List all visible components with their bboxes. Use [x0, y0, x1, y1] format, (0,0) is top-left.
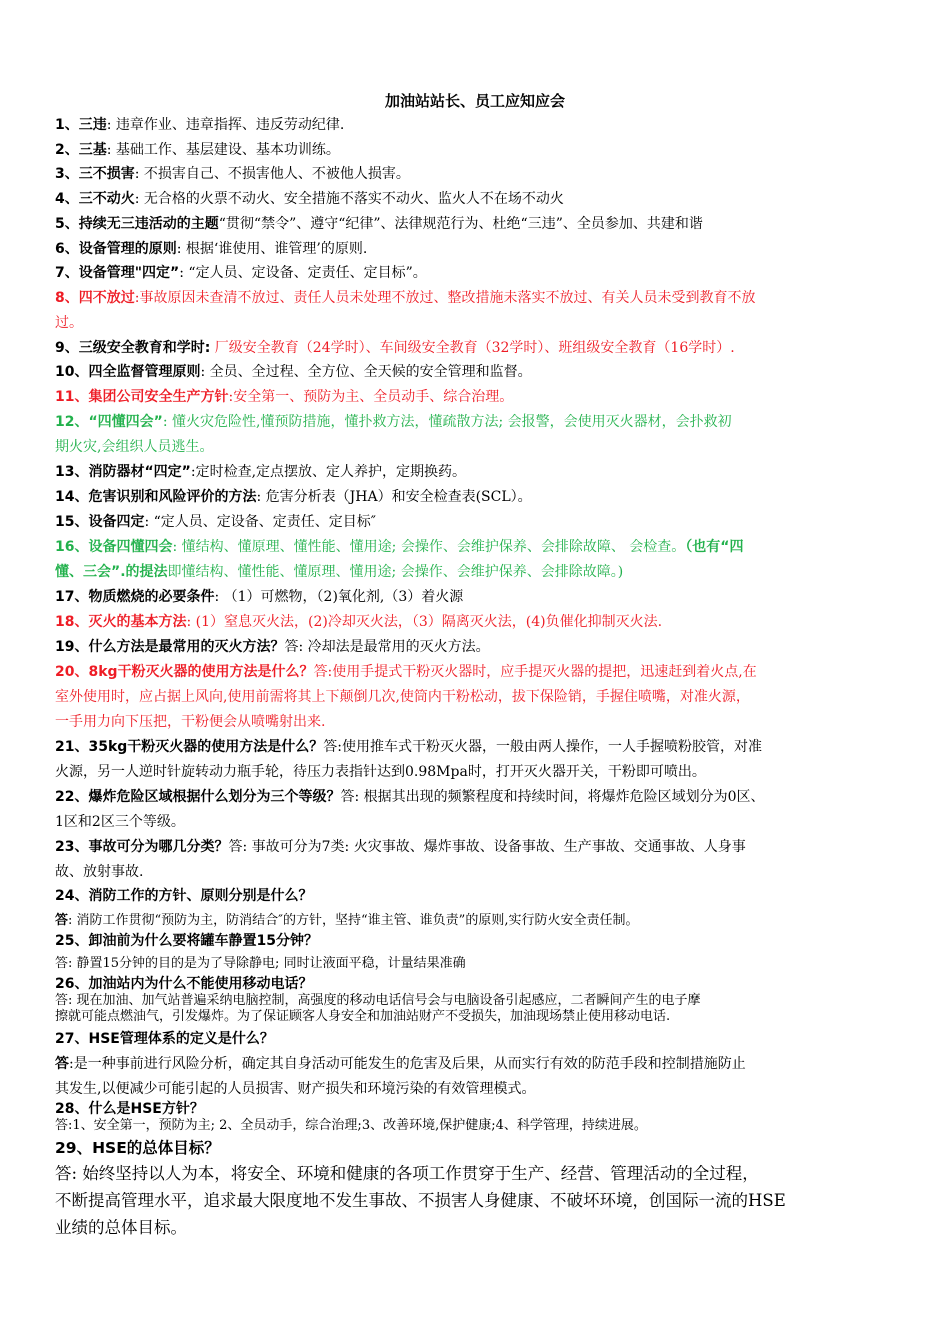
- item-29-answer-cont: 业绩的总体目标。: [55, 1218, 187, 1237]
- item-26-answer: 答: 现在加油、加气站普遍采纳电脑控制，高强度的移动电话信号会与电脑设备引起感应，二者瞬间产生的电子摩: [55, 993, 701, 1008]
- item-22-cont: 1区和2区三个等级。: [55, 814, 185, 830]
- item-5: [55, 212, 905, 237]
- item-text: : 基础工作、基层建设、基本功训练。: [106, 142, 340, 158]
- item-16-cont: [55, 560, 905, 585]
- item-17: [55, 585, 905, 610]
- item-heading: 19、什么方法是最常用的灭火方法？: [55, 639, 285, 655]
- item-20-cont: 一手用力向下压把，干粉便会从喷嘴射出来.: [55, 714, 326, 730]
- item-text: : (1）窒息灭火法，(2)冷却灭火法，（3）隔离灭火法，(4)负催化抑制灭火法.: [186, 614, 663, 630]
- item-20-cont: 室外使用时，应占据上风向,使用前需将其上下颠倒几次,使筒内干粉松动，拔下保险销，手握住喷嘴，对准火源，: [55, 689, 750, 705]
- item-text: :事故原因未查清不放过、责任人员未处理不放过、整改措施未落实不放过、有关人员未受到教育不放: [134, 290, 756, 306]
- item-9: [55, 336, 905, 361]
- item-text: 答: 冷却法是最常用的灭火方法。: [284, 639, 490, 655]
- item-26-answer-cont: 擦就可能点燃油气，引发爆炸。为了保证顾客人身安全和加油站财产不受损失，加油现场禁止使用移动电话.: [55, 1009, 671, 1024]
- item-heading: 20、8kg干粉灭火器的使用方法是什么？: [55, 664, 314, 680]
- item-heading: 14、危害识别和风险评价的方法: [55, 489, 257, 505]
- item-28-answer: 答:1、安全第一，预防为主; 2、全员动手，综合治理;3、改善环境,保护健康;4、科学管理，持续进展。: [55, 1118, 647, 1133]
- item-heading: 6、设备管理的原则: [55, 241, 177, 257]
- item-text: 答: 根据其出现的频繁程度和持续时间，将爆炸危险区域划分为0区、: [340, 789, 765, 805]
- item-heading: 16、设备四懂四会: [55, 539, 173, 555]
- item-23: [55, 835, 905, 860]
- document-title: 加油站站长、员工应知应会: [384, 92, 565, 110]
- item-text: : （1）可燃物，（2)氧化剂,（3）着火源: [214, 589, 464, 605]
- item-15: [55, 510, 905, 535]
- item-text: : “定人员、定设备、定责任、定目标″: [144, 514, 377, 530]
- item-28-question: 28、什么是HSE方针？: [55, 1101, 204, 1117]
- item-22: [55, 785, 905, 810]
- item-text: : 不损害自己、不损害他人、不被他人损害。: [134, 166, 410, 182]
- item-6: [55, 237, 905, 262]
- item-12: [55, 410, 905, 435]
- answer-label: 答: [55, 913, 69, 928]
- item-text: 即懂结构、懂性能、懂原理、懂用途; 会操作、会维护保养、会排除故障。): [167, 564, 624, 580]
- item-heading: 15、设备四定: [55, 514, 145, 530]
- item-heading: 2、三基: [55, 142, 107, 158]
- item-8-cont: 过。: [55, 315, 83, 331]
- item-27-answer-cont: 其发生,以便减少可能引起的人员损害、财产损失和环境污染的有效管理模式。: [55, 1081, 536, 1097]
- item-heading: 11、集团公司安全生产方针: [55, 389, 229, 405]
- item-heading: 12、“四懂四会”: [55, 414, 163, 430]
- item-text: : 懂火灾危险性,懂预防措施，懂扑救方法，懂疏散方法; 会报警，会使用灭火器材，会扑救初: [162, 414, 732, 430]
- item-25-answer: 答: 静置15分钟的目的是为了导除静电; 同时让液面平稳，计量结果准确: [55, 956, 466, 971]
- item-heading: 13、消防器材“四定”: [55, 464, 191, 480]
- item-heading: 10、四全监督管理原则: [55, 364, 201, 380]
- item-heading: 7、设备管理"四定”: [55, 265, 180, 281]
- item-heading: 23、事故可分为哪几分类？: [55, 839, 229, 855]
- item-heading: 22、爆炸危险区域根据什么划分为三个等级？: [55, 789, 341, 805]
- item-21-cont: 火源，另一人逆时针旋转动力瓶手轮，待压力表指针达到0.98Mpa时，打开灭火器开关，干粉即可喷出。: [55, 764, 706, 780]
- item-29-question: 29、HSE的总体目标？: [55, 1139, 220, 1157]
- item-2: [55, 138, 905, 163]
- item-29-answer-cont: 不断提高管理水平，追求最大限度地不发生事故、不损害人身健康、不破坏环境，创国际一流的HSE: [55, 1191, 786, 1210]
- item-heading: 8、四不放过: [55, 290, 135, 306]
- item-8: [55, 286, 905, 311]
- item-1: [55, 113, 905, 138]
- item-3: [55, 162, 905, 187]
- item-text: 厂级安全教育（24学时）、车间级安全教育（32学时）、班组级安全教育（16学时）.: [210, 340, 735, 356]
- item-text: : 违章作业、违章指挥、违反劳动纪律.: [106, 117, 345, 133]
- item-text: :安全第一、预防为主、全员动手、综合治理。: [228, 389, 514, 405]
- item-27-answer: [55, 1052, 905, 1077]
- item-12-cont: 期火灾,会组织人员逃生。: [55, 439, 214, 455]
- item-heading: 18、灭火的基本方法: [55, 614, 187, 630]
- item-13: [55, 460, 905, 485]
- item-19: [55, 635, 905, 660]
- item-heading: 21、35kg干粉灭火器的使用方法是什么？: [55, 739, 324, 755]
- item-heading: 1、三违: [55, 117, 107, 133]
- item-text: : 无合格的火票不动火、安全措施不落实不动火、监火人不在场不动火: [134, 191, 564, 207]
- item-11: [55, 385, 905, 410]
- item-21: [55, 735, 905, 760]
- answer-label: 答: [55, 1056, 69, 1072]
- item-16: [55, 535, 905, 560]
- item-text: : 全员、全过程、全方位、全天候的安全管理和监督。: [200, 364, 532, 380]
- item-7: [55, 261, 905, 286]
- item-text: 答:使用手提式干粉灭火器时，应手提灭火器的提把，迅速赶到着火点,在: [313, 664, 757, 680]
- item-25-question: 25、卸油前为什么要将罐车静置15分钟？: [55, 933, 318, 949]
- item-heading: 9、三级安全教育和学时:: [55, 340, 211, 356]
- item-text: 答: 事故可分为7类: 火灾事故、爆炸事故、设备事故、生产事故、交通事故、人身事: [228, 839, 746, 855]
- item-18: [55, 610, 905, 635]
- item-heading: 3、三不损害: [55, 166, 135, 182]
- item-text: : “定人员、定设备、定责任、定目标”。: [179, 265, 427, 281]
- item-text: :是一种事前进行风险分析，确定其自身活动可能发生的危害及后果，从而实行有效的防范手段和控制措施防止: [69, 1056, 746, 1072]
- item-text: 答:使用推车式干粉灭火器，一般由两人操作，一人手握喷粉胶管，对准: [323, 739, 763, 755]
- item-text: : 消防工作贯彻“预防为主，防消结合″的方针，坚持“谁主管、谁负责”的原则,实行防火安全责任制。: [68, 913, 639, 928]
- item-4: [55, 187, 905, 212]
- item-24-answer: [55, 912, 905, 929]
- item-text: :定时检查,定点摆放、定人养护，定期换药。: [190, 464, 467, 480]
- item-heading: 17、物质燃烧的必要条件: [55, 589, 215, 605]
- item-24-question: 24、消防工作的方针、原则分别是什么？: [55, 888, 313, 904]
- item-heading: 4、三不动火: [55, 191, 135, 207]
- item-note: （也有“四: [685, 539, 744, 555]
- item-26-question: 26、加油站内为什么不能使用移动电话？: [55, 976, 313, 992]
- item-14: [55, 485, 905, 510]
- item-text: “贯彻“禁令”、遵守“纪律”、法律规范行为、杜绝“三违”、全员参加、共建和谐: [218, 216, 703, 232]
- item-heading: 5、持续无三违活动的主题: [55, 216, 219, 232]
- item-27-question: 27、HSE管理体系的定义是什么？: [55, 1031, 274, 1047]
- item-text: : 根据‘谁使用、谁管理’的原则.: [176, 241, 368, 257]
- item-note: 懂、三会”.的提法: [55, 564, 168, 580]
- item-20: [55, 660, 905, 685]
- item-29-answer: 答: 始终坚持以人为本，将安全、环境和健康的各项工作贯穿于生产、经营、管理活动的全过程，: [55, 1164, 759, 1183]
- item-10: [55, 360, 905, 385]
- item-text: : 懂结构、懂原理、懂性能、懂用途; 会操作、会维护保养、会排除故障、 会检查。: [172, 539, 686, 555]
- item-text: : 危害分析表（JHA）和安全检查表(SCL）。: [256, 489, 532, 505]
- item-23-cont: 故、放射事故.: [55, 864, 144, 880]
